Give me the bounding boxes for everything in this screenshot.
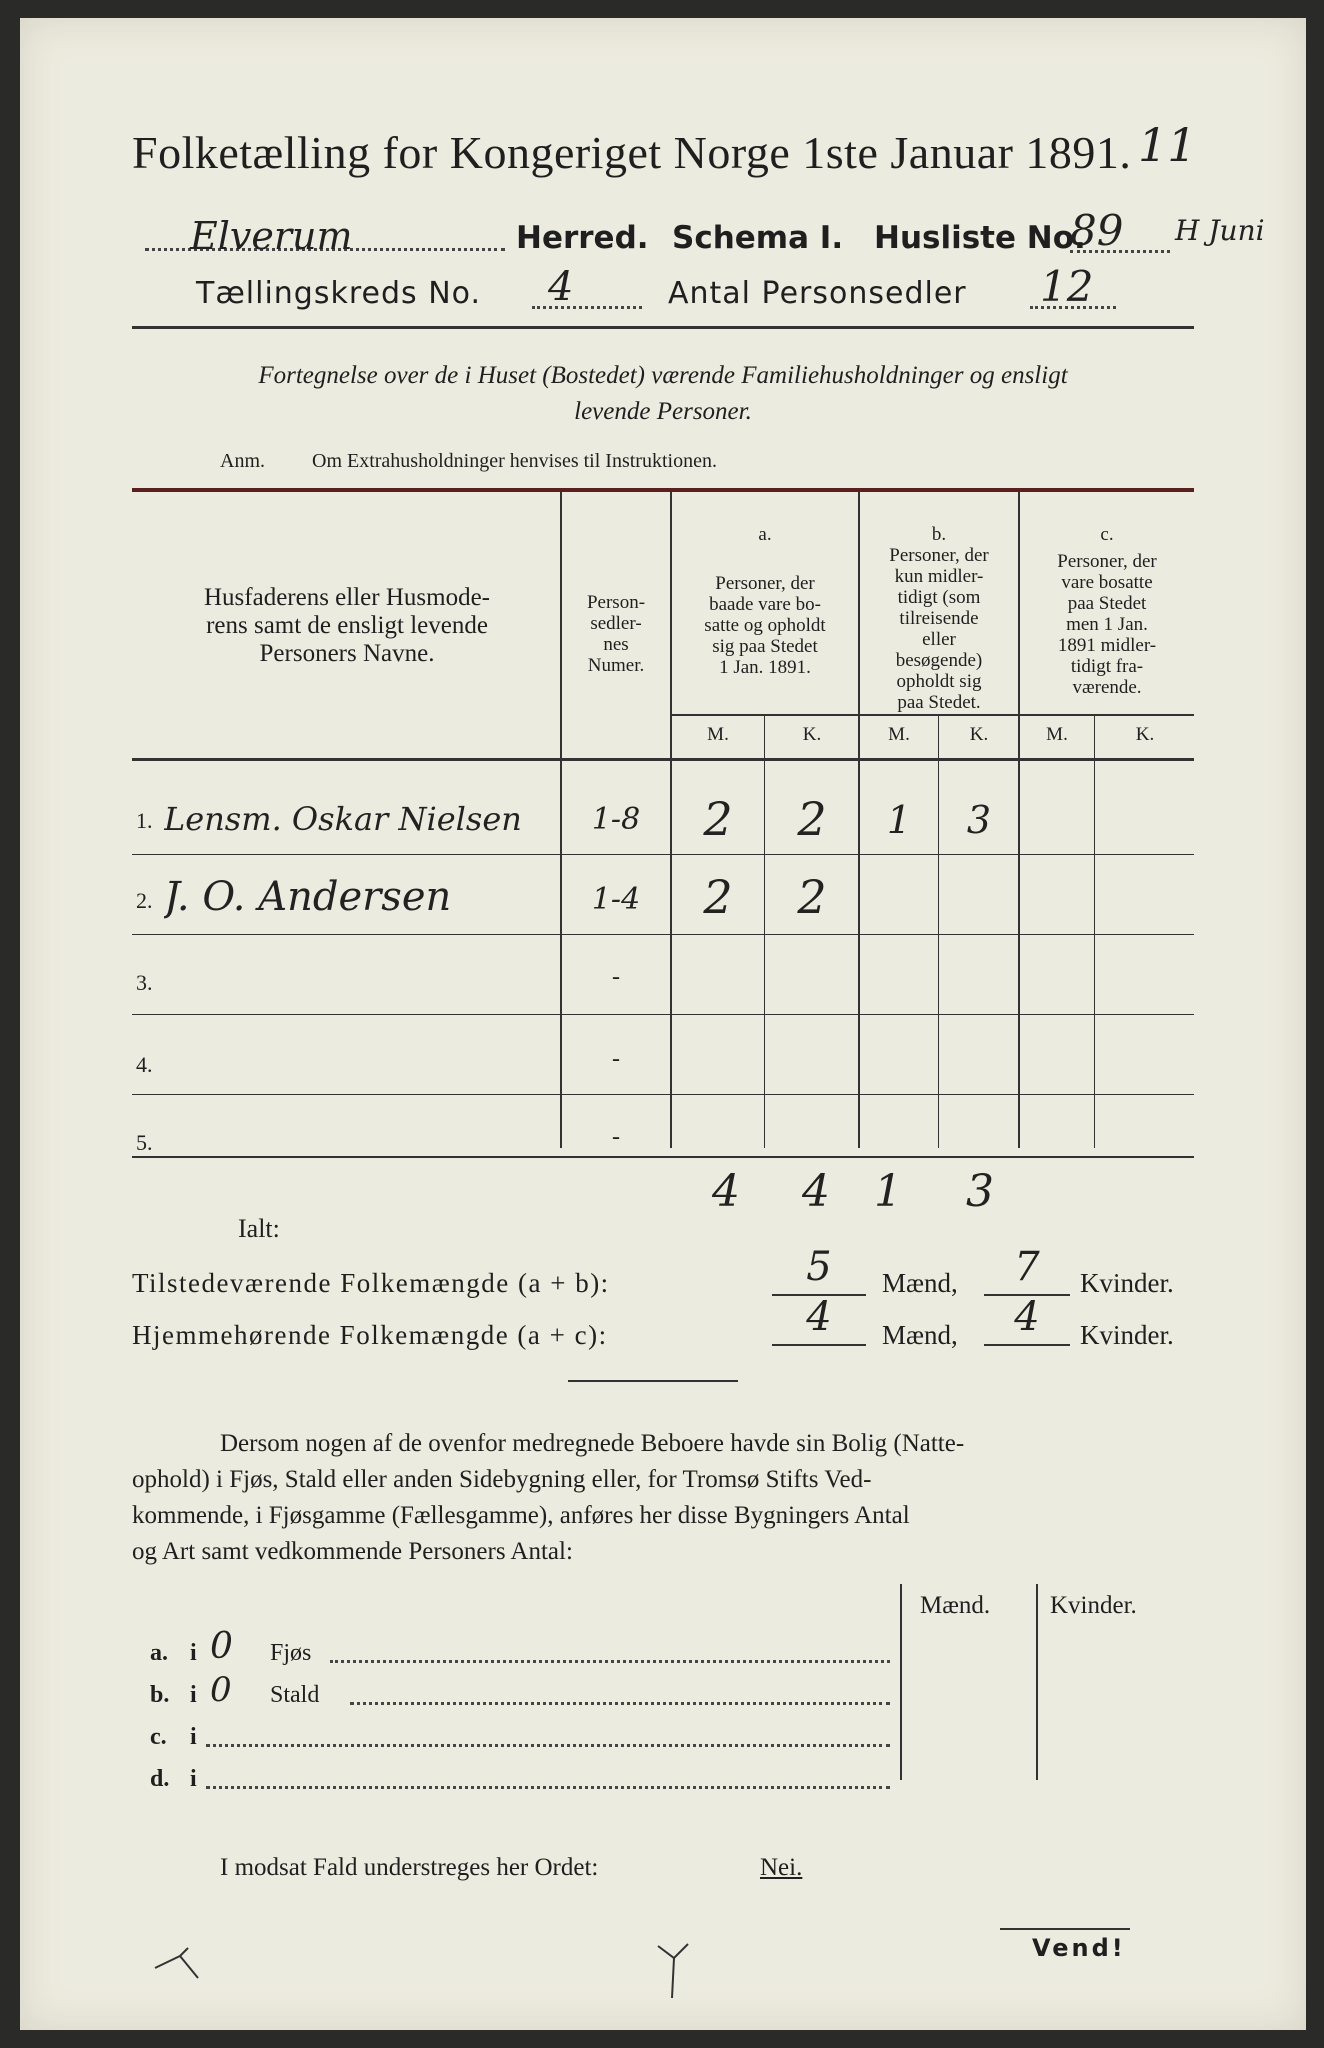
sidebygning-col-divider-2 <box>1036 1584 1038 1780</box>
dersom-line4: og Art samt vedkommende Personers Antal: <box>132 1538 573 1565</box>
hjemme-kvinder-value: 4 <box>1014 1294 1040 1340</box>
col-header-a-letter: a. <box>758 524 772 545</box>
sidebygning-dotted-line <box>206 1786 890 1789</box>
sidebygning-maend-header: Mænd. <box>920 1592 991 1619</box>
col-header-b-line5: eller <box>922 629 956 650</box>
col-header-c-line2: vare bosatte <box>1061 572 1153 593</box>
col-header-number-line1: Person- <box>586 592 646 613</box>
col-divider-c-mk <box>1094 714 1095 1148</box>
col-header-b-line2: kun midler- <box>894 566 984 587</box>
row-a-k: 2 <box>797 870 827 924</box>
col-header-c-line6: tidigt fra- <box>1070 656 1144 677</box>
ialt-label: Ialt: <box>238 1214 280 1243</box>
col-header-b <box>860 524 1018 713</box>
row-rule-2 <box>132 934 1194 935</box>
row-rule-1 <box>132 854 1194 855</box>
c-k-header: K. <box>1135 724 1155 745</box>
row-personsedler-num: 1-8 <box>591 802 641 837</box>
col-header-name <box>138 584 556 668</box>
col-header-a-line4: sig paa Stedet <box>712 636 818 657</box>
herred-label: Herred. <box>516 220 649 256</box>
col-header-b-line3: tidigt (som <box>897 587 981 608</box>
hjemme-kvinder-line <box>984 1344 1070 1346</box>
col-header-b-line6: besøgende) <box>895 650 983 671</box>
col-header-a-line5: 1 Jan. 1891. <box>719 657 811 678</box>
husliste-label: Husliste No. <box>874 220 1086 256</box>
a-k-header: K. <box>802 724 822 745</box>
sidebygning-letter: c. <box>150 1724 167 1750</box>
hjemme-kvinder-label: Kvinder. <box>1080 1320 1174 1350</box>
sidebygning-letter: d. <box>150 1766 170 1792</box>
tilstede-maend-label: Mænd, <box>882 1268 958 1298</box>
row-name: J. O. Andersen <box>164 874 452 920</box>
dersom-line3: kommende, i Fjøsgamme (Fællesgamme), anføres her disse Bygningers Antal <box>132 1502 910 1529</box>
col-header-name-line1: Husfaderens eller Husmode- <box>203 584 490 611</box>
col-divider-a-mk <box>764 714 765 1148</box>
fortegnelse-line1: Fortegnelse over de i Huset (Bostedet) værende Familiehusholdninger og ensligt <box>258 362 1068 389</box>
vend-rule <box>1000 1928 1130 1930</box>
hjemme-maend-value: 4 <box>806 1294 832 1340</box>
col-header-c-line4: men 1 Jan. <box>1066 614 1148 635</box>
anm-text: Om Extrahusholdninger henvises til Instruktionen. <box>312 450 717 472</box>
col-header-number <box>564 592 668 676</box>
row-rule-5 <box>132 1156 1194 1158</box>
sidebygning-i: i <box>190 1682 197 1708</box>
nei-word: Nei. <box>760 1854 803 1881</box>
sidebygning-kvinder-header: Kvinder. <box>1050 1592 1137 1619</box>
col-header-b-letter: b. <box>931 524 947 545</box>
col-header-a-line2: baade vare bo- <box>709 594 821 615</box>
sidebygning-letter: a. <box>150 1640 168 1666</box>
antal-value: 12 <box>1040 262 1094 311</box>
col-header-a-line1: Personer, der <box>715 573 815 594</box>
c-m-header: M. <box>1046 724 1068 745</box>
row-personsedler-num: - <box>612 964 620 990</box>
col-divider-name <box>560 492 562 1148</box>
title-annotation: 11 <box>1138 118 1197 172</box>
ialt-a-m: 4 <box>712 1166 740 1217</box>
kreds-label: Tællingskreds No. <box>196 276 481 311</box>
row-b-m: 1 <box>886 798 912 842</box>
col-header-a-line3: satte og opholdt <box>704 615 826 636</box>
table-header-rule <box>132 758 1194 761</box>
col-header-c-line3: paa Stedet <box>1067 593 1147 614</box>
sidebygning-value: 0 <box>210 1670 232 1710</box>
tilstede-label: Tilstedeværende Folkemængde (a + b): <box>132 1268 610 1298</box>
row-number: 2. <box>136 888 153 913</box>
row-personsedler-num: - <box>612 1124 620 1150</box>
form-title: Folketælling for Kongeriget Norge 1ste Januar 1891. <box>132 127 1132 178</box>
row-rule-4 <box>132 1094 1194 1095</box>
ialt-b-m: 1 <box>874 1166 902 1217</box>
sidebygning-label: Fjøs <box>270 1640 312 1666</box>
row-number: 4. <box>136 1052 153 1077</box>
col-header-c-line1: Personer, der <box>1057 551 1157 572</box>
sidebygning-i: i <box>190 1766 197 1792</box>
tilstede-maend-value: 5 <box>806 1244 832 1290</box>
sidebygning-i: i <box>190 1640 197 1666</box>
col-header-name-line3: Personers Navne. <box>259 640 435 667</box>
sidebygning-value: 0 <box>210 1626 233 1667</box>
hjemme-maend-label: Mænd, <box>882 1320 958 1350</box>
row-personsedler-num: 1-4 <box>591 882 641 917</box>
row-name: Lensm. Oskar Nielsen <box>164 800 522 838</box>
row-number: 5. <box>136 1130 153 1155</box>
table-top-rule <box>132 488 1194 492</box>
col-header-number-line4: Numer. <box>587 655 645 676</box>
kreds-value: 4 <box>548 264 574 310</box>
mk-subheader-rule <box>670 714 1194 716</box>
antal-label: Antal Personsedler <box>668 276 967 311</box>
sidebygning-i: i <box>190 1724 197 1750</box>
dersom-line2: ophold) i Fjøs, Stald eller anden Sidebygning eller, for Tromsø Stifts Ved- <box>132 1466 872 1493</box>
col-header-c-line7: værende. <box>1072 677 1142 698</box>
row-a-m: 2 <box>703 792 733 846</box>
b-k-header: K. <box>969 724 989 745</box>
row-a-m: 2 <box>703 870 733 924</box>
pencil-mark-icon <box>654 1938 694 2008</box>
hjemme-maend-line <box>772 1344 866 1346</box>
husliste-value: 89 <box>1070 206 1124 255</box>
row-a-k: 2 <box>797 792 827 846</box>
hjemme-label: Hjemmehørende Folkemængde (a + c): <box>132 1320 608 1350</box>
col-divider-b-mk <box>938 714 939 1148</box>
tilstede-kvinder-value: 7 <box>1014 1244 1040 1290</box>
sidebygning-dotted-line <box>330 1660 890 1663</box>
sidebygning-col-divider-1 <box>900 1584 902 1780</box>
col-header-b-line7: opholdt sig <box>896 671 982 692</box>
ialt-b-k: 3 <box>966 1166 994 1217</box>
census-form-page <box>20 18 1306 2030</box>
sidebygning-dotted-line <box>350 1702 890 1705</box>
row-rule-3 <box>132 1014 1194 1015</box>
col-header-a <box>672 524 858 678</box>
b-m-header: M. <box>888 724 910 745</box>
row-number: 3. <box>136 970 153 995</box>
row-number: 1. <box>136 808 153 833</box>
sidebygning-dotted-line <box>206 1744 890 1747</box>
sidebygning-letter: b. <box>150 1682 170 1708</box>
a-m-header: M. <box>707 724 729 745</box>
col-header-c <box>1020 524 1194 698</box>
col-header-b-line4: tilreisende <box>899 608 979 629</box>
schema-label: Schema I. <box>672 220 844 256</box>
col-header-b-line1: Personer, der <box>889 545 989 566</box>
section-divider <box>568 1380 738 1382</box>
col-header-c-letter: c. <box>1100 524 1114 545</box>
modsat-text: I modsat Fald understreges her Ordet: <box>220 1854 599 1881</box>
sidebygning-label: Stald <box>270 1682 320 1708</box>
anm-label: Anm. <box>220 450 265 472</box>
herred-value: Elverum <box>190 214 353 258</box>
husliste-annotation: H Juni <box>1175 214 1265 247</box>
fortegnelse-line2: levende Personer. <box>574 398 752 425</box>
header-rule <box>132 326 1194 329</box>
pencil-mark-icon <box>150 1938 230 1988</box>
tilstede-kvinder-label: Kvinder. <box>1080 1268 1174 1298</box>
dersom-line1: Dersom nogen af de ovenfor medregnede Beboere havde sin Bolig (Natte- <box>220 1430 965 1457</box>
col-header-c-line5: 1891 midler- <box>1057 635 1157 656</box>
col-header-name-line2: rens samt de ensligt levende <box>206 612 488 639</box>
col-header-number-line2: sedler- <box>590 613 642 634</box>
row-personsedler-num: - <box>612 1046 620 1072</box>
row-b-k: 3 <box>966 798 992 842</box>
col-header-number-line3: nes <box>603 634 629 655</box>
col-header-b-line8: paa Stedet. <box>897 692 981 713</box>
vend-label: Vend! <box>1032 1934 1126 1962</box>
ialt-a-k: 4 <box>802 1166 830 1217</box>
